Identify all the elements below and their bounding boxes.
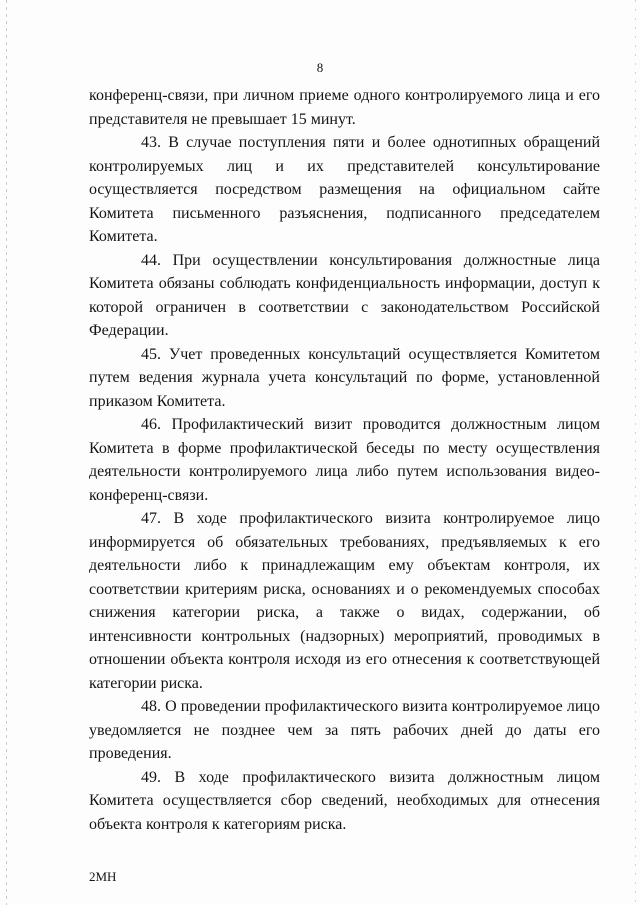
paragraph-45: 45. Учет проведенных консультаций осуществляется Комитетом путем ведения журнала учета консультаций по форме, установленной приказом Комитета. — [89, 345, 600, 410]
paragraph-46: 46. Профилактический визит проводится должностным лицом Комитета в форме профилактической беседы по месту осуществления деятельности контролируемого лица либо путем использования видео-конференц-связи. — [89, 416, 600, 504]
page-number: 8 — [316, 60, 324, 75]
footer-code: 2МН — [89, 869, 117, 884]
paragraph-47: 47. В ходе профилактического визита контролируемое лицо информируется об обязательных требованиях, предъявляемых к его деятельности либо к принадлежащим ему объектам контроля, их соответствии критериям риска, основаниях и о рекомендуемых способах снижения категории риска, а также о видах, содержании, об интенсивности контрольных (надзорных) мероприятий, проводимых в отношении объекта контроля исходя из его отнесения к соответствующей категории риска. — [89, 510, 600, 692]
paragraph-49: 49. В ходе профилактического визита должностным лицом Комитета осуществляется сбор сведений, необходимых для отнесения объекта контроля к категориям риска. — [89, 768, 600, 833]
paragraph-48: 48. О проведении профилактического визита контролируемое лицо уведомляется не позднее чем за пять рабочих дней до даты его проведения. — [89, 698, 600, 762]
paragraph-43: 43. В случае поступления пяти и более однотипных обращений контролируемых лиц и их представителей консультирование осуществляется посредством размещения на официальном сайте Комитета письменного разъяснения, подписанного председателем Комитета. — [89, 134, 600, 245]
scan-edge-left — [6, 0, 7, 905]
paragraph-44: 44. При осуществлении консультирования должностные лица Комитета обязаны соблюдать конфиденциальность информации, доступ к которой ограничен в соответствии с законодательством Российской Федерации. — [89, 251, 600, 339]
paragraph-continuation: конференц-связи, при личном приеме одного контролируемого лица и его представителя не превышает 15 минут. — [89, 87, 600, 128]
document-body — [89, 84, 600, 836]
scan-edge-right — [635, 0, 636, 905]
